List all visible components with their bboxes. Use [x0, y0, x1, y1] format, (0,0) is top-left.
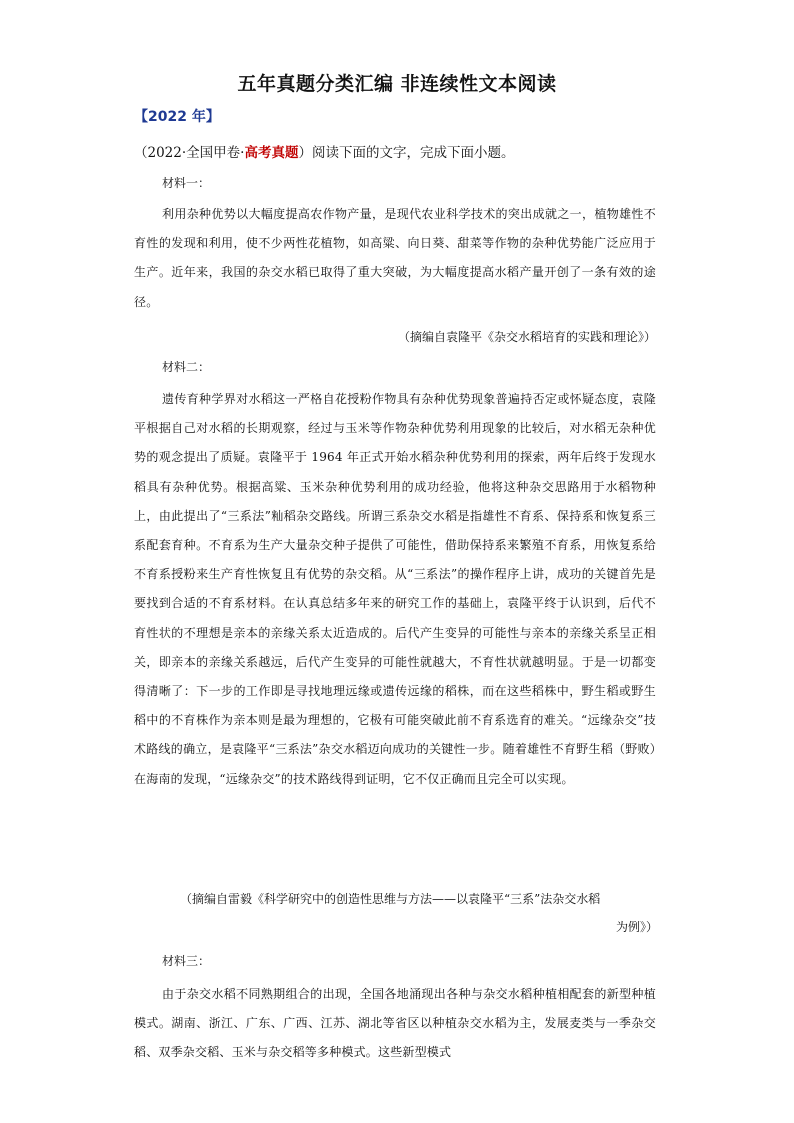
material2-attribution-main: （摘编自雷毅《科学研究中的创造性思维与方法——以袁隆平“三系”法杂交水稻 [180, 892, 601, 906]
material3-label: 材料三： [162, 954, 211, 968]
material2-attribution-tail: 为例》） [615, 920, 658, 934]
material1-text: 利用杂种优势以大幅度提高农作物产量，是现代农业科学技术的突出成就之一，植物雄性不育性的发现和利用，使不少两性花植物，如高粱、向日葵、甜菜等作物的杂种优势能广泛应用于生产。近年来，我国的杂交水稻已取得了重大突破，为大幅度提高水稻产量开创了一条有效的途径。 [134, 207, 656, 309]
material2-attribution [180, 885, 658, 941]
material1-attribution: （摘编自袁隆平《杂交水稻培育的实践和理论》） [397, 330, 656, 344]
material2-text: 遗传育种学界对水稻这一严格自花授粉作物具有杂种优势现象普遍持否定或怀疑态度，袁隆平根据自己对水稻的长期观察，经过与玉米等作物杂种优势利用现象的比较后，对水稻无杂种优势的观念提出了质疑。袁隆平于 1964 年正式开始水稻杂种优势利用的探索，两年后终于发现水稻具有杂种优势。根据高粱、玉米杂种优势利用的成功经验，他将这种杂交思路用于水稻物种上，由此提出了“三系法”籼稻杂交路线。所谓三系杂交水稻是指雄性不育系、保持系和恢复系三系配套育种。不育系为生产大量杂交种子提供了可能性，借助保持系来繁殖不育系，用恢复系给不育系授粉来生产育性恢复且有优势的杂交稻。从“三系法”的操作程序上讲，成功的关键首先是要找到合适的不育系材料。在认真总结多年来的研究工作的基础上，袁隆平终于认识到，后代不育性状的不理想是亲本的亲缘关系太近造成的。后代产生变异的可能性与亲本的亲缘关系呈正相关，即亲本的亲缘关系越远，后代产生变异的可能性就越大，不育性状就越明显。于是一切都变得清晰了：下一步的工作即是寻找地理远缘或遗传远缘的稻株，而在这些稻株中，野生稻或野生稻中的不育株作为亲本则是最为理想的，它极有可能突破此前不育系选育的难关。“远缘杂交”技术路线的确立，是袁隆平“三系法”杂交水稻迈向成功的关键性一步。随着雄性不育野生稻（野败）在海南的发现，“远缘杂交”的技术路线得到证明，它不仅正确而且完全可以实现。 [134, 392, 656, 786]
page-title: 五年真题分类汇编 非连续性文本阅读 [237, 73, 557, 95]
source-suffix: ）阅读下面的文字，完成下面小题。 [298, 145, 515, 161]
material1-label: 材料一： [162, 176, 211, 190]
source-highlight: 高考真题 [244, 145, 299, 161]
material3-text: 由于杂交水稻不同熟期组合的出现，全国各地涌现出各种与杂交水稻种植相配套的新型种植模式。湖南、浙江、广东、广西、江苏、湖北等省区以种植杂交水稻为主，发展麦类与一季杂交稻、双季杂交稻、玉米与杂交稻等多种模式。这些新型模式 [134, 987, 656, 1060]
material2-label: 材料二： [162, 360, 211, 374]
source-prefix: （2022·全国甲卷· [134, 145, 245, 161]
year-tag: 【2022 年】 [134, 109, 220, 125]
question-source-line [134, 141, 514, 161]
